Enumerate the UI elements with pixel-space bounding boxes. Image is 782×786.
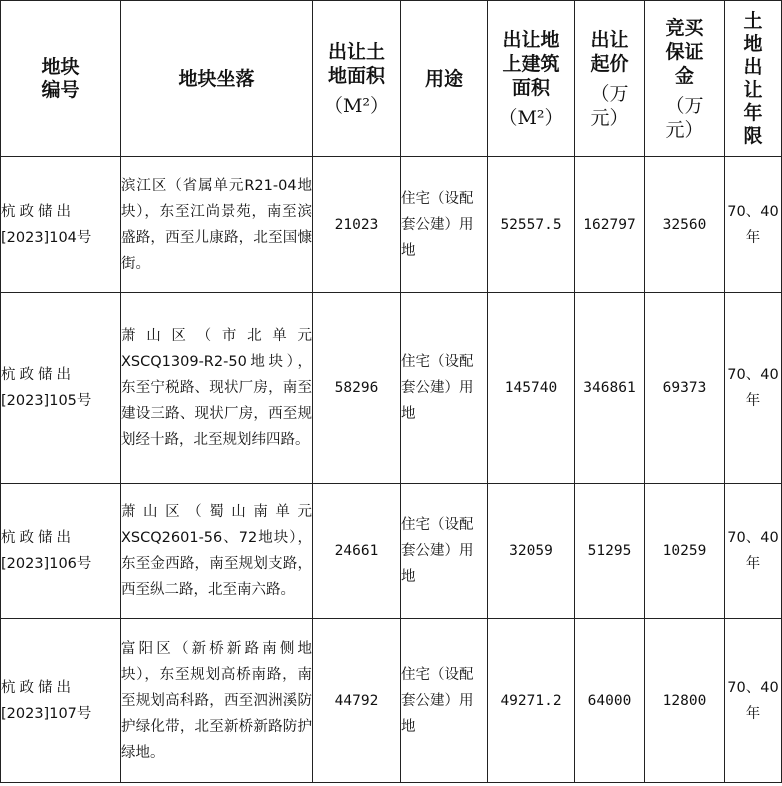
building-area: 145740 bbox=[488, 293, 575, 484]
parcel-code: 杭政储出 [2023]105号 bbox=[1, 293, 121, 484]
building-area: 52557.5 bbox=[488, 157, 575, 293]
land-area: 44792 bbox=[313, 619, 401, 783]
parcel-location: 萧山区（蜀山南单元XSCQ2601-56、72地块），东至金西路，南至规划支路，西至纵二路，北至南六路。 bbox=[121, 484, 313, 619]
land-area: 21023 bbox=[313, 157, 401, 293]
land-term: 70、40年 bbox=[725, 293, 782, 484]
land-term: 70、40年 bbox=[725, 619, 782, 783]
start-price: 51295 bbox=[575, 484, 645, 619]
deposit: 10259 bbox=[645, 484, 725, 619]
parcel-location: 富阳区（新桥新路南侧地块），东至规划高桥南路，南至规划高科路，西至泗洲溪防护绿化带，北至新桥新路防护绿地。 bbox=[121, 619, 313, 783]
header-location: 地块坐落 bbox=[121, 1, 313, 157]
land-term: 70、40年 bbox=[725, 484, 782, 619]
land-use: 住宅（设配套公建）用地 bbox=[401, 619, 488, 783]
table-row bbox=[1, 484, 782, 619]
deposit: 12800 bbox=[645, 619, 725, 783]
parcel-code: 杭政储出 [2023]104号 bbox=[1, 157, 121, 293]
table-row bbox=[1, 157, 782, 293]
header-land-area: 出让土 地面积 （M²） bbox=[313, 1, 401, 157]
start-price: 64000 bbox=[575, 619, 645, 783]
land-term: 70、40年 bbox=[725, 157, 782, 293]
header-code: 地块编号 bbox=[1, 1, 121, 157]
land-use: 住宅（设配套公建）用地 bbox=[401, 157, 488, 293]
header-start-price: 出让 起价 （万元） bbox=[575, 1, 645, 157]
parcel-location: 滨江区（省属单元R21-04地块），东至江尚景苑，南至滨盛路，西至儿康路，北至国慷街。 bbox=[121, 157, 313, 293]
table-row bbox=[1, 619, 782, 783]
start-price: 346861 bbox=[575, 293, 645, 484]
parcel-location: 萧山区（市北单元XSCQ1309-R2-50地块），东至宁税路、现状厂房，南至建设三路、现状厂房，西至规划经十路，北至规划纬四路。 bbox=[121, 293, 313, 484]
land-area: 24661 bbox=[313, 484, 401, 619]
building-area: 49271.2 bbox=[488, 619, 575, 783]
deposit: 32560 bbox=[645, 157, 725, 293]
land-use: 住宅（设配套公建）用地 bbox=[401, 484, 488, 619]
header-building-area: 出让地 上建筑 面积 （M²） bbox=[488, 1, 575, 157]
deposit: 69373 bbox=[645, 293, 725, 484]
table-row bbox=[1, 293, 782, 484]
header-use: 用途 bbox=[401, 1, 488, 157]
header-row bbox=[1, 1, 782, 157]
building-area: 32059 bbox=[488, 484, 575, 619]
start-price: 162797 bbox=[575, 157, 645, 293]
parcel-code: 杭政储出 [2023]107号 bbox=[1, 619, 121, 783]
parcel-code: 杭政储出 [2023]106号 bbox=[1, 484, 121, 619]
header-deposit: 竞买 保证 金 （万元） bbox=[645, 1, 725, 157]
land-area: 58296 bbox=[313, 293, 401, 484]
header-term: 土地出让年限 bbox=[725, 1, 782, 157]
land-use: 住宅（设配套公建）用地 bbox=[401, 293, 488, 484]
